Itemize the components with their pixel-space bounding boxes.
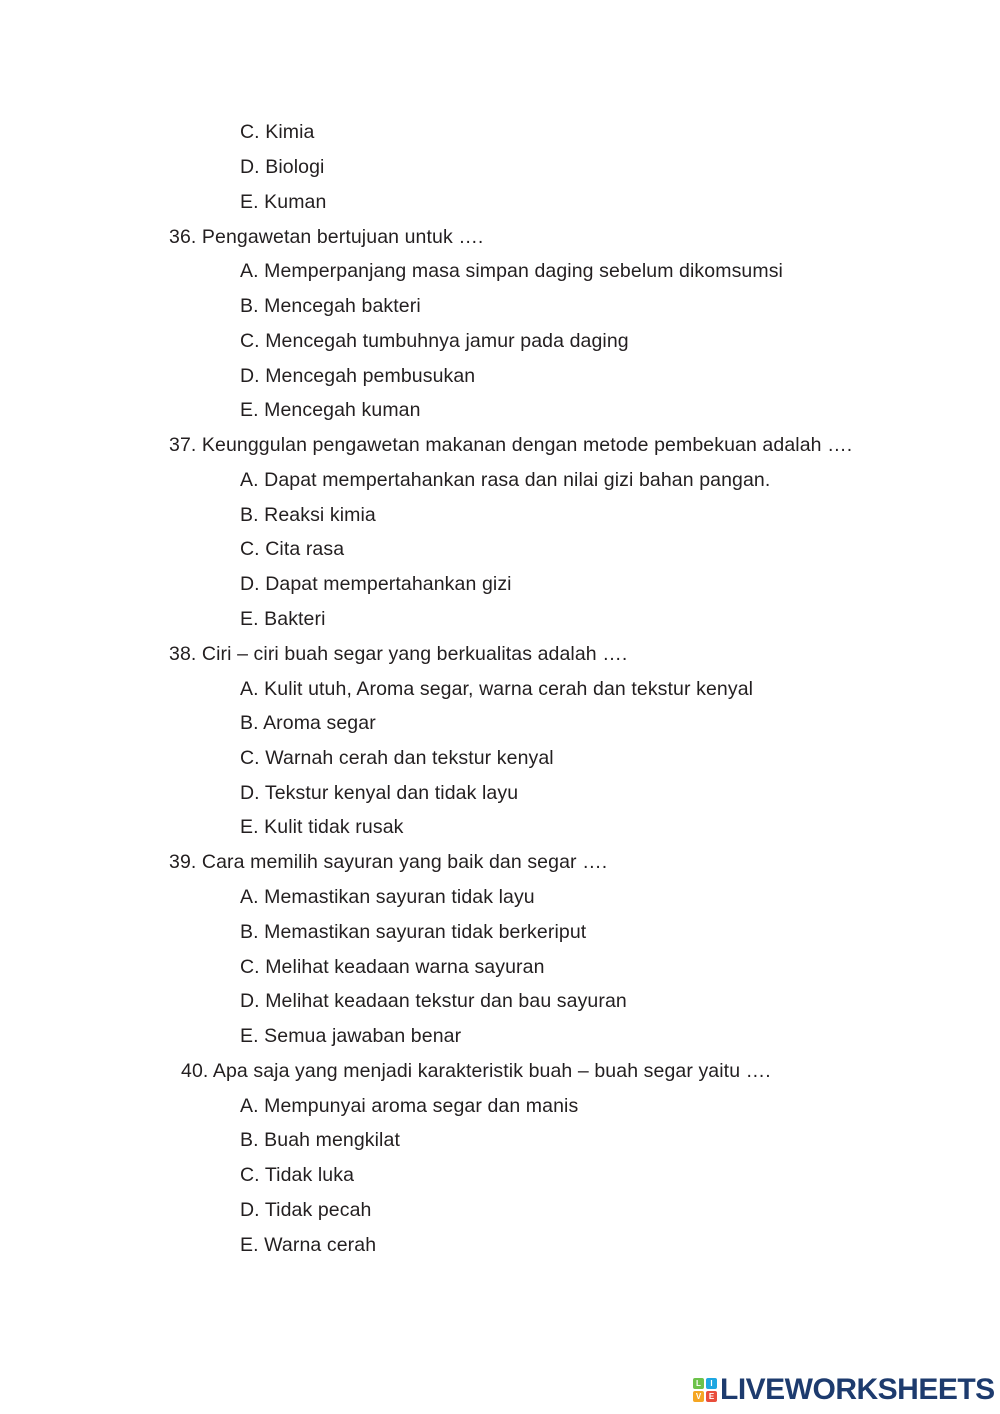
question-40-option-d: D. Tidak pecah <box>240 1199 372 1221</box>
liveworksheets-brand-text: LIVEWORKSHEETS <box>720 1373 995 1406</box>
question-39-option-e: E. Semua jawaban benar <box>240 1025 462 1047</box>
question-39: 39. Cara memilih sayuran yang baik dan segar …. <box>169 851 608 873</box>
logo-letter-v: V <box>693 1391 704 1402</box>
question-36-option-d: D. Mencegah pembusukan <box>240 365 476 387</box>
question-38-option-c: C. Warnah cerah dan tekstur kenyal <box>240 747 554 769</box>
question-38-option-b: B. Aroma segar <box>240 712 376 734</box>
question-40-option-e: E. Warna cerah <box>240 1234 377 1256</box>
question-40-option-a: A. Mempunyai aroma segar dan manis <box>240 1095 579 1117</box>
logo-letter-e: E <box>706 1391 717 1402</box>
liveworksheets-logo <box>693 1374 995 1406</box>
question-37-option-e: E. Bakteri <box>240 608 326 630</box>
question-36-option-a: A. Memperpanjang masa simpan daging sebelum dikomsumsi <box>240 260 783 282</box>
question-37-option-c: C. Cita rasa <box>240 538 345 560</box>
question-40: 40. Apa saja yang menjadi karakteristik buah – buah segar yaitu …. <box>181 1060 771 1082</box>
liveworksheets-logo-icon <box>693 1378 717 1402</box>
question-40-option-c: C. Tidak luka <box>240 1164 355 1186</box>
option-prev-e: E. Kuman <box>240 191 327 213</box>
question-36-option-b: B. Mencegah bakteri <box>240 295 421 317</box>
question-37-option-b: B. Reaksi kimia <box>240 504 376 526</box>
question-40-option-b: B. Buah mengkilat <box>240 1129 400 1151</box>
question-38: 38. Ciri – ciri buah segar yang berkualitas adalah …. <box>169 643 628 665</box>
question-36: 36. Pengawetan bertujuan untuk …. <box>169 226 484 248</box>
question-39-option-d: D. Melihat keadaan tekstur dan bau sayuran <box>240 990 627 1012</box>
question-39-option-b: B. Memastikan sayuran tidak berkeriput <box>240 921 587 943</box>
question-38-option-e: E. Kulit tidak rusak <box>240 816 404 838</box>
question-39-option-c: C. Melihat keadaan warna sayuran <box>240 956 545 978</box>
question-39-option-a: A. Memastikan sayuran tidak layu <box>240 886 535 908</box>
question-36-option-e: E. Mencegah kuman <box>240 399 421 421</box>
logo-letter-i: I <box>706 1378 717 1389</box>
question-37: 37. Keunggulan pengawetan makanan dengan metode pembekuan adalah …. <box>169 434 853 456</box>
logo-letter-l: L <box>693 1378 704 1389</box>
question-37-option-d: D. Dapat mempertahankan gizi <box>240 573 512 595</box>
question-37-option-a: A. Dapat mempertahankan rasa dan nilai gizi bahan pangan. <box>240 469 771 491</box>
option-prev-c: C. Kimia <box>240 121 315 143</box>
question-38-option-a: A. Kulit utuh, Aroma segar, warna cerah dan tekstur kenyal <box>240 678 754 700</box>
option-prev-d: D. Biologi <box>240 156 325 178</box>
question-38-option-d: D. Tekstur kenyal dan tidak layu <box>240 782 519 804</box>
question-36-option-c: C. Mencegah tumbuhnya jamur pada daging <box>240 330 629 352</box>
